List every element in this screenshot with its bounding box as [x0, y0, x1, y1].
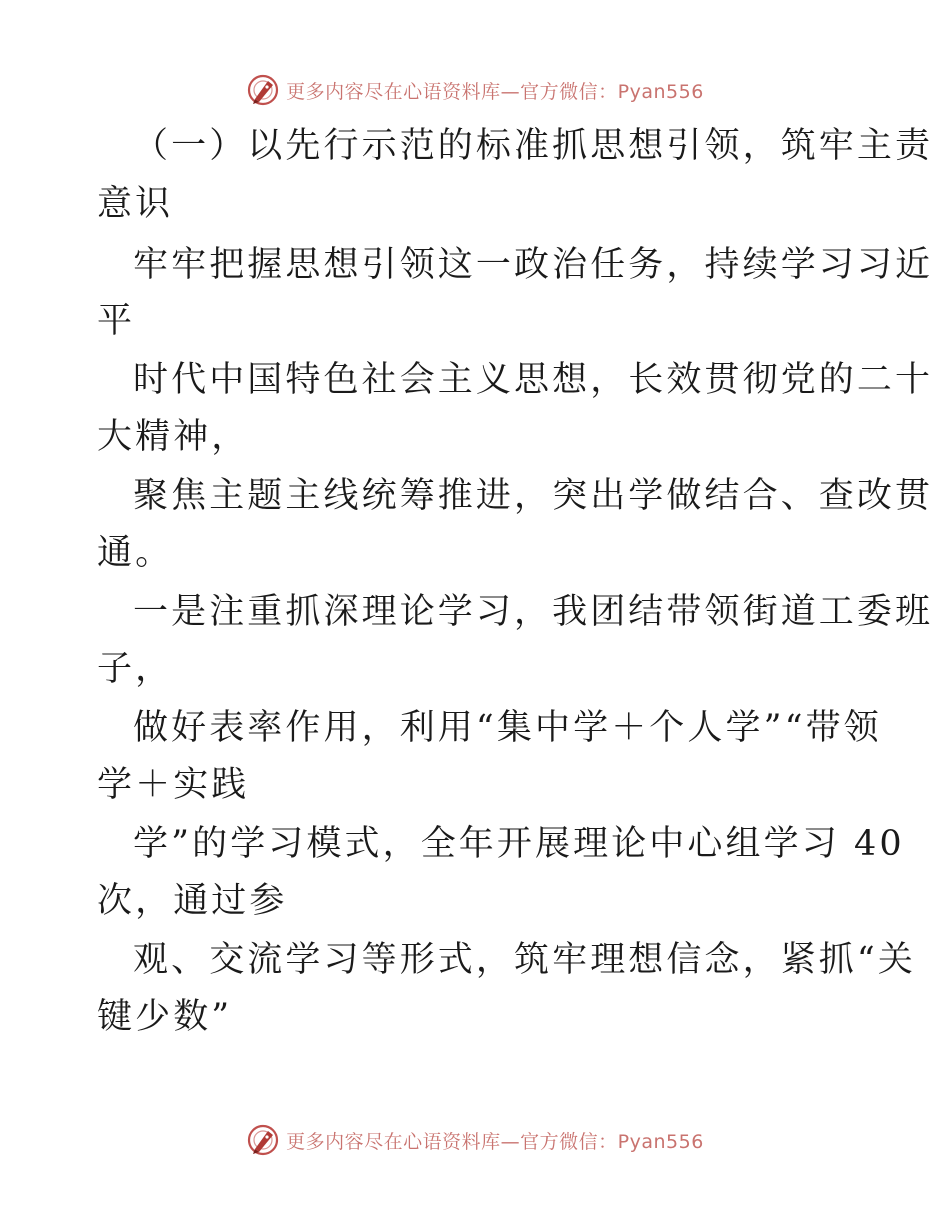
document-line: 观、交流学习等形式，筑牢理想信念，紧抓“关 [133, 940, 916, 980]
watermark-text: 更多内容尽在心语资料库—官方微信：Pyan556 [286, 1130, 704, 1153]
document-line: 子， [97, 649, 174, 689]
document-line: （一）以先行示范的标准抓思想引领，筑牢主责 [133, 126, 934, 166]
watermark-text: 更多内容尽在心语资料库—官方微信：Pyan556 [286, 80, 704, 103]
document-line: 牢牢把握思想引领这一政治任务，持续学习习近 [133, 245, 934, 285]
document-line: 平 [97, 301, 136, 341]
footer-watermark-banner [0, 1120, 950, 1160]
document-line: 通。 [97, 533, 174, 573]
document-line: 次，通过参 [97, 881, 288, 921]
document-line: 学”的学习模式，全年开展理论中心组学习 40 [133, 824, 905, 864]
document-line: 大精神， [97, 417, 250, 457]
document-line: 一是注重抓深理论学习，我团结带领街道工委班 [133, 592, 934, 632]
document-line: 键少数” [97, 997, 233, 1037]
document-line: 意识 [97, 184, 174, 224]
document-line: 聚焦主题主线统筹推进，突出学做结合、查改贯 [133, 476, 934, 516]
document-line: 做好表率作用，利用“集中学＋个人学”“带领 [133, 708, 882, 748]
pen-nib-logo-icon [246, 1123, 280, 1157]
document-line: 学＋实践 [97, 765, 250, 805]
document-line: 时代中国特色社会主义思想，长效贯彻党的二十 [133, 360, 934, 400]
